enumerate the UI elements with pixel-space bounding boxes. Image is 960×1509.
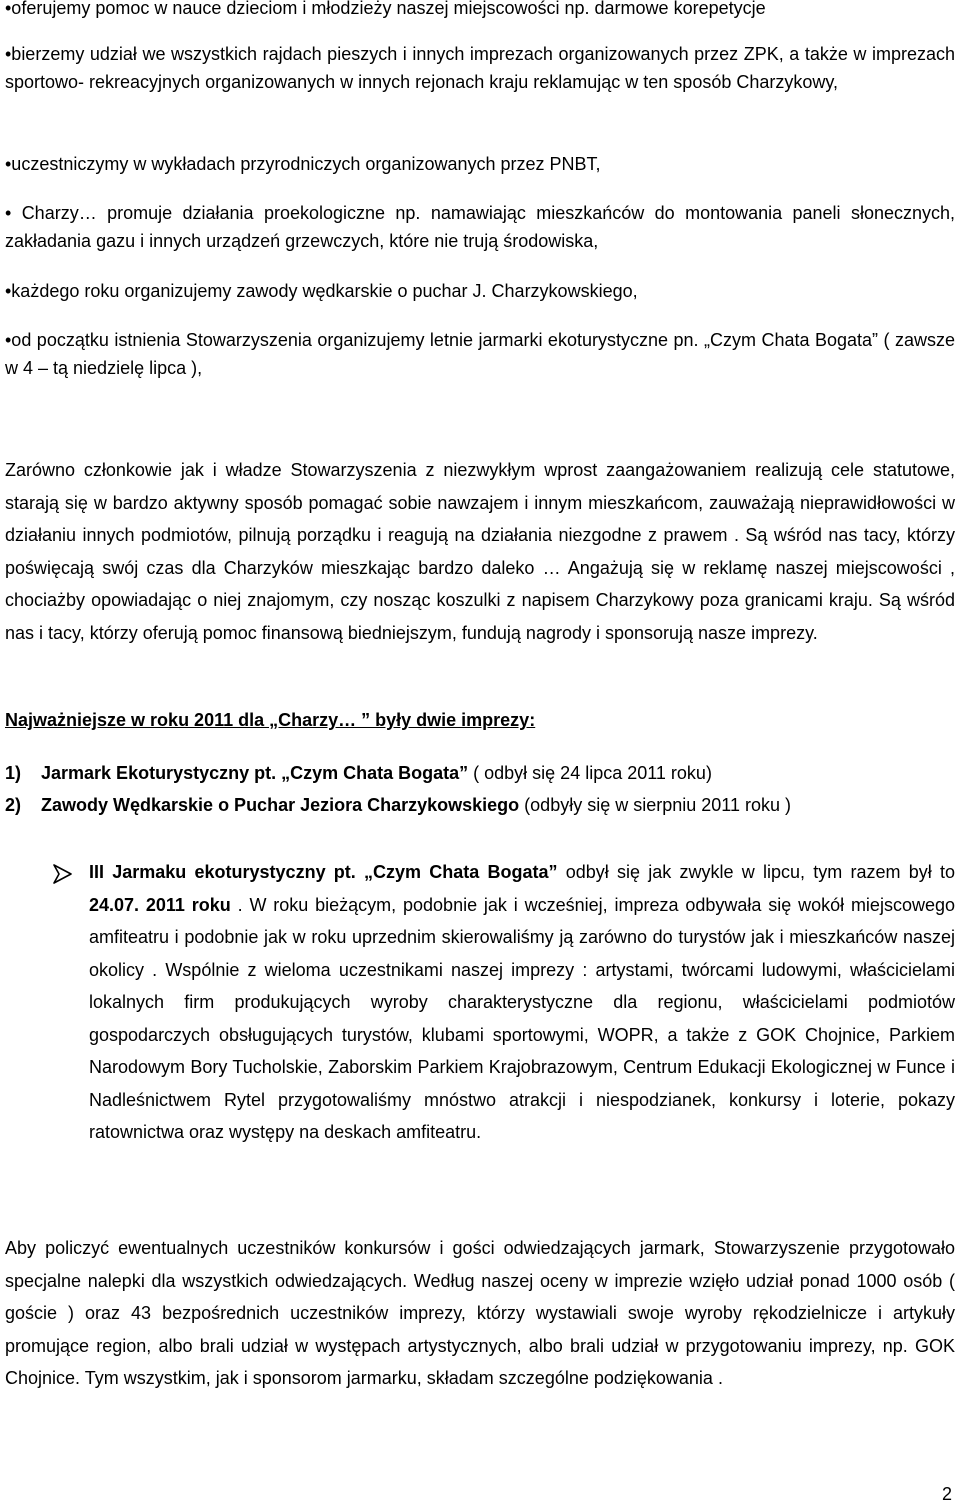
event-title: Zawody Wędkarskie o Puchar Jeziora Charzykowskiego (41, 795, 520, 815)
bullet-fairs: •od początku istnienia Stowarzyszenia organizujemy letnie jarmarki ekoturystyczne pn. „Czym Chata Bogata” ( zawsze w 4 – tą niedzielę lipca ), (5, 330, 955, 378)
paragraph-members: Zarówno członkowie jak i władze Stowarzyszenia z niezwykłym wprost zaangażowaniem realizują cele statutowe, starają się w bardzo aktywny sposób pomagać sobie nawzajem i innym mieszkańcom, zauważają nieprawidłowości w działaniu innych podmiotów, pilnują porządku i reagują na działania niezgodne z prawem . Są wśród nas tacy, którzy poświęcają swój czas dla Charzyków mieszkając bardzo daleko … Angażują się w reklamę naszej miejscowości , chociażby opowiadając o niej znajomym, czy nosząc koszulki z napisem Charzykowy poza granicami kraju. Są wśród nas i tacy, którzy oferują pomoc finansową biedniejszym, fundują nagrody i sponsorują nasze imprezy. (5, 460, 955, 643)
jarmark-date: 24.07. 2011 roku (89, 894, 231, 915)
paragraph-visitor-count: Aby policzyć ewentualnych uczestników konkursów i gości odwiedzających jarmark, Stowarzyszenie przygotowało specjalne nalepki dla wszystkich odwiedzających. Według naszej oceny w imprezie wzięło udział ponad 1000 osób ( goście ) oraz 43 bezpośrednich uczestników imprezy, którzy wystawiali swoje wyroby rękodzielnicze i artykuły promujące region, albo brali udział w występach artystycznych, albo brali udział w przygotowaniu imprezy, np. GOK Chojnice. Tym wszystkim, jak i sponsorom jarmarku, składam szczególne podziękowania . (5, 1238, 955, 1388)
event-item-1 (5, 759, 955, 787)
event-number: 2) (5, 795, 22, 815)
arrowhead-bullet-icon (52, 864, 72, 884)
event-detail: ( odbył się 24 lipca 2011 roku) (468, 763, 712, 783)
section-heading: Najważniejsze w roku 2011 dla „Charzy… ” były dwie imprezy: (5, 710, 536, 730)
page-number: 2 (941, 1484, 952, 1504)
bullet-fishing-contest: •każdego roku organizujemy zawody wędkarskie o puchar J. Charzykowskiego, (5, 281, 638, 301)
jarmark-description (89, 856, 955, 1149)
jarmark-title: III Jarmaku ekoturystyczny pt. „Czym Chata Bogata” (89, 862, 558, 882)
event-detail: (odbyły się w sierpniu 2011 roku ) (519, 795, 791, 815)
event-number: 1) (5, 763, 22, 783)
event-item-2 (5, 791, 955, 819)
jarmark-text-1: odbył się jak zwykle w lipcu, tym razem był to (557, 862, 955, 882)
bullet-ecology: • Charzy… promuje działania proekologiczne np. namawiając mieszkańców do montowania paneli słonecznych, zakładania gazu i innych urządzeń grzewczych, które nie trują środowiska, (5, 203, 955, 251)
event-title: Jarmark Ekoturystyczny pt. „Czym Chata Bogata” (41, 763, 469, 783)
bullet-rallies: •bierzemy udział we wszystkich rajdach pieszych i innych imprezach organizowanych przez ZPK, a także w imprezach sportowo- rekreacyjnych organizowanych w innych rejonach kraju reklamując w ten sposób Charzykowy, (5, 44, 955, 92)
bullet-tutoring: •oferujemy pomoc w nauce dzieciom i młodzieży naszej miejscowości np. darmowe korepetycje (5, 0, 766, 18)
bullet-lectures: •uczestniczymy w wykładach przyrodniczych organizowanych przez PNBT, (5, 154, 601, 174)
jarmark-text-2: . W roku bieżącym, podobnie jak i wcześniej, impreza odbywała się wokół miejscowego amfiteatru i podobnie jak w roku uprzednim skierowaliśmy ją zarówno do turystów jak i mieszkańców naszej okolicy . Wspólnie z wieloma uczestnikami naszej imprezy : artystami, twórcami ludowymi, właścicielami lokalnych firm produkujących wyroby charakterystyczne dla regionu, właścicielami podmiotów gospodarczych obsługujących turystów, klubami sportowymi, WOPR, a także z GOK Chojnice, Parkiem Narodowym Bory Tucholskie, Zaborskim Parkiem Krajobrazowym, Centrum Edukacji Ekologicznej w Funce i Nadleśnictwem Rytel przygotowaliśmy mnóstwo atrakcji i niespodzianek, konkursy i loterie, pokazy ratownictwa oraz występy na deskach amfiteatru. (89, 894, 955, 1142)
